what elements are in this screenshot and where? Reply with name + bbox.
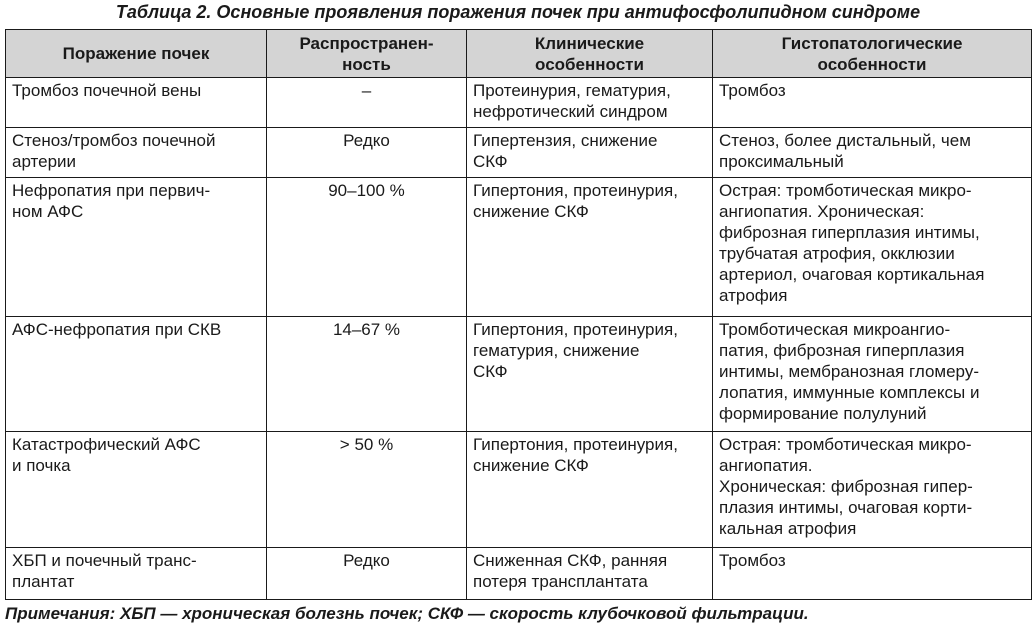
table-row xyxy=(6,128,1032,178)
table-row xyxy=(6,432,1032,548)
header-clinical: Клинические особенности xyxy=(467,30,713,78)
cell-histopathology: Тромбоз xyxy=(713,78,1032,128)
header-lesion: Поражение почек xyxy=(6,30,267,78)
table-row xyxy=(6,78,1032,128)
cell-prevalence: 14–67 % xyxy=(267,317,467,432)
cell-lesion: Тромбоз почечной вены xyxy=(6,78,267,128)
cell-prevalence: Редко xyxy=(267,128,467,178)
cell-clinical: Протеинурия, гематурия, нефротический синдром xyxy=(467,78,713,128)
cell-clinical: Гипертония, протеинурия, снижение СКФ xyxy=(467,432,713,548)
cell-prevalence: 90–100 % xyxy=(267,178,467,317)
table-caption: Таблица 2. Основные проявления поражения почек при антифосфолипидном синдроме xyxy=(115,2,921,22)
cell-lesion: Стеноз/тромбоз почечной артерии xyxy=(6,128,267,178)
table-row xyxy=(6,317,1032,432)
cell-clinical: Гипертензия, снижение СКФ xyxy=(467,128,713,178)
cell-prevalence: – xyxy=(267,78,467,128)
cell-lesion: АФС-нефропатия при СКВ xyxy=(6,317,267,432)
header-row xyxy=(6,30,1032,78)
cell-histopathology: Стеноз, более дистальный, чем проксимальный xyxy=(713,128,1032,178)
cell-lesion: Катастрофический АФС и почка xyxy=(6,432,267,548)
table-row xyxy=(6,548,1032,600)
table-footnote: Примечания: ХБП — хроническая болезнь почек; СКФ — скорость клубочковой фильтрации. xyxy=(5,604,809,623)
header-histopathology: Гистопатологические особенности xyxy=(713,30,1032,78)
cell-histopathology: Тромбоз xyxy=(713,548,1032,600)
cell-clinical: Гипертония, протеинурия, снижение СКФ xyxy=(467,178,713,317)
cell-clinical: Сниженная СКФ, ранняя потеря трансплантата xyxy=(467,548,713,600)
cell-prevalence: > 50 % xyxy=(267,432,467,548)
cell-clinical: Гипертония, протеинурия, гематурия, снижение СКФ xyxy=(467,317,713,432)
header-prevalence: Распространен- ность xyxy=(267,30,467,78)
kidney-lesions-table xyxy=(5,29,1032,600)
cell-prevalence: Редко xyxy=(267,548,467,600)
table-row xyxy=(6,178,1032,317)
cell-histopathology: Острая: тромботическая микро- ангиопатия. Хроническая: фиброзная гипер- плазия интимы, очаговая корти- кальная атрофия xyxy=(713,432,1032,548)
cell-lesion: Нефропатия при первич- ном АФС xyxy=(6,178,267,317)
cell-histopathology: Тромботическая микроангио- патия, фиброзная гиперплазия интимы, мембранозная гломеру- лопатия, иммунные комплексы и формирование полулуний xyxy=(713,317,1032,432)
cell-lesion: ХБП и почечный транс- плантат xyxy=(6,548,267,600)
cell-histopathology: Острая: тромботическая микро- ангиопатия. Хроническая: фиброзная гиперплазия интимы, трубчатая атрофия, окклюзии артериол, очаговая кортикальная атрофия xyxy=(713,178,1032,317)
